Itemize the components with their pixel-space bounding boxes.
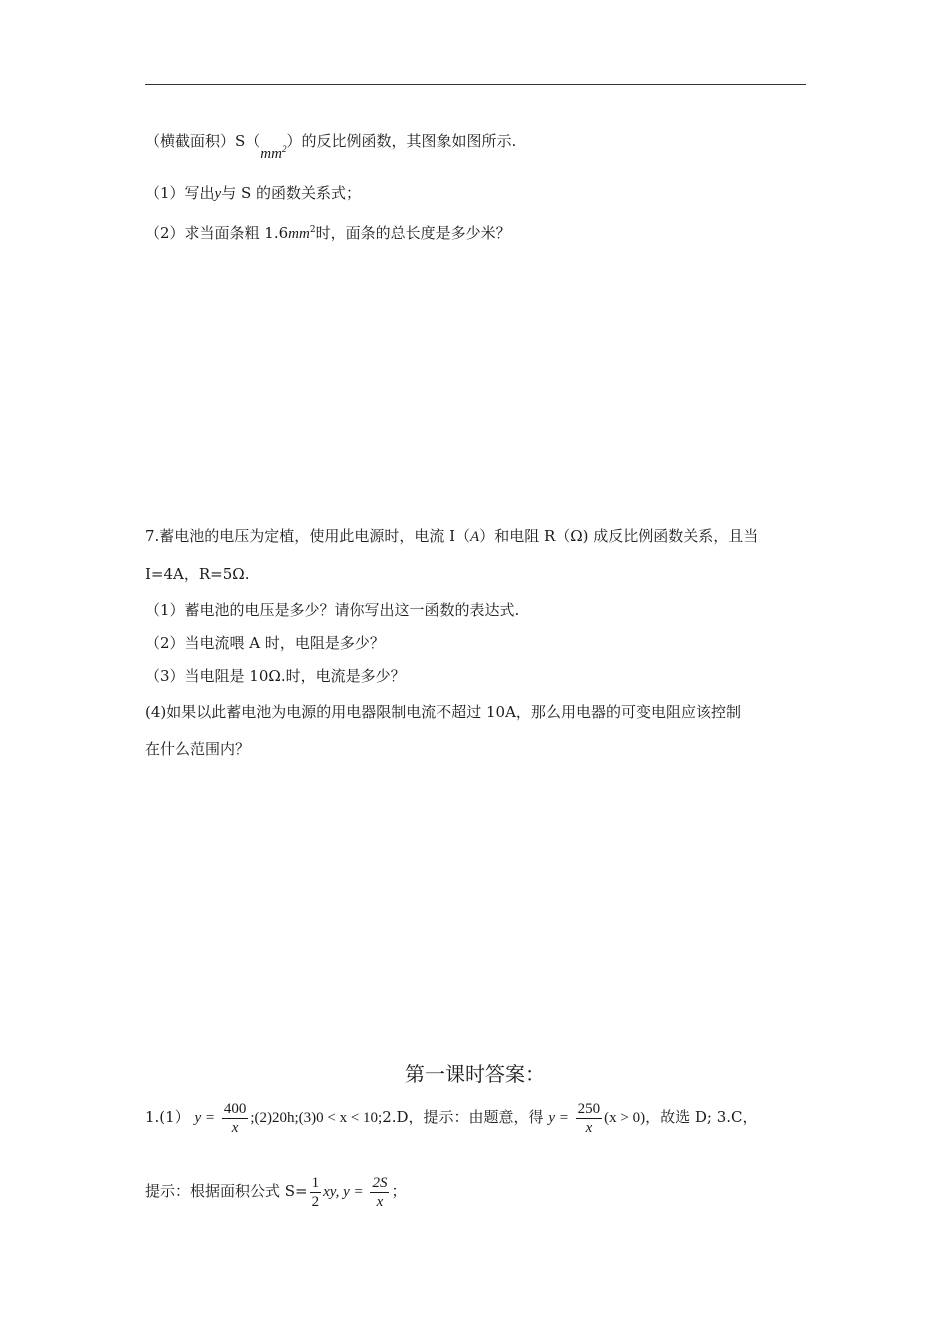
answer-line1 xyxy=(145,1098,758,1137)
q7-part4-line2: 在什么范围内？ xyxy=(145,740,251,758)
a3-mid: xy, y = xyxy=(323,1184,364,1200)
header-rule xyxy=(145,84,806,85)
a3-fraction-half xyxy=(310,1174,322,1211)
q6-part2-pre: （2）求当面条粗 1.6 xyxy=(145,224,289,242)
a3-post: ； xyxy=(391,1182,407,1200)
a1-num: 400 xyxy=(223,1100,247,1117)
a2-cond: (x > 0) xyxy=(604,1110,646,1126)
q6-line1-post: ）的反比例函数，其图象如图所示. xyxy=(286,132,517,150)
a2-post: ，故选 D; 3.C， xyxy=(645,1108,758,1126)
q6-line1 xyxy=(145,127,517,162)
q6-line1-pre: （横截面积）S（ xyxy=(145,132,261,150)
q7-line1-pre: 7.蓄电池的电压为定植，使用此电源时，电流 I（ xyxy=(145,527,471,545)
answer-line2 xyxy=(145,1172,406,1211)
q7-line1-post: ）和电阻 R（Ω) 成反比例函数关系，且当 xyxy=(479,527,759,545)
q7-unit: A xyxy=(470,529,480,545)
q6-part2-post: 时，面条的总长度是多少米？ xyxy=(315,224,511,242)
a3-num2: 2S xyxy=(372,1174,388,1191)
q7-part1: （1）蓄电池的电压是多少？请你写出这一函数的表达式. xyxy=(145,601,520,619)
q6-part1-pre: （1）写出 xyxy=(145,184,215,202)
a3-pre: 提示：根据面积公式 S= xyxy=(145,1182,308,1200)
q6-part1 xyxy=(145,183,361,204)
q7-line1 xyxy=(145,526,758,547)
a1-den: x xyxy=(231,1119,239,1136)
q6-unit xyxy=(260,146,286,162)
a3-fraction-2s xyxy=(370,1174,389,1211)
q6-part2 xyxy=(145,220,511,244)
q6-unit-exp: 2 xyxy=(281,144,287,154)
q6-part2-unit-exp: 2 xyxy=(309,225,316,235)
q7-part4-line1: (4)如果以此蓄电池为电源的用电器限制电流不超过 10A，那么用电器的可变电阻应该控制 xyxy=(145,703,741,721)
a1-rest: ;(2)20h;(3)0 < x < 10; xyxy=(250,1110,383,1126)
q6-part2-unit: mm xyxy=(288,226,310,242)
a3-den1: 2 xyxy=(311,1193,320,1210)
q7-part2: （2）当电流喂 A 时，电阻是多少？ xyxy=(145,634,385,652)
q7-line2: I=4A，R=5Ω. xyxy=(145,565,250,583)
a3-den2: x xyxy=(376,1193,384,1210)
a2-y: y = xyxy=(548,1110,569,1126)
a3-num1: 1 xyxy=(311,1174,320,1191)
a1-fraction xyxy=(222,1100,249,1137)
q7-part3: （3）当电阻是 10Ω.时，电流是多少？ xyxy=(145,667,406,685)
answers-title: 第一课时答案： xyxy=(405,1062,545,1086)
a2-text: 2.D，提示：由题意，得 xyxy=(382,1108,544,1126)
q6-part1-var: y xyxy=(214,186,222,202)
q6-unit-text: mm xyxy=(260,146,282,162)
a2-fraction xyxy=(576,1100,603,1137)
a1-label: 1.(1） xyxy=(145,1108,190,1126)
a2-den: x xyxy=(585,1119,593,1136)
q6-part1-post: 与 S 的函数关系式； xyxy=(221,184,362,202)
a2-num: 250 xyxy=(577,1100,601,1117)
a1-y: y = xyxy=(194,1110,216,1126)
